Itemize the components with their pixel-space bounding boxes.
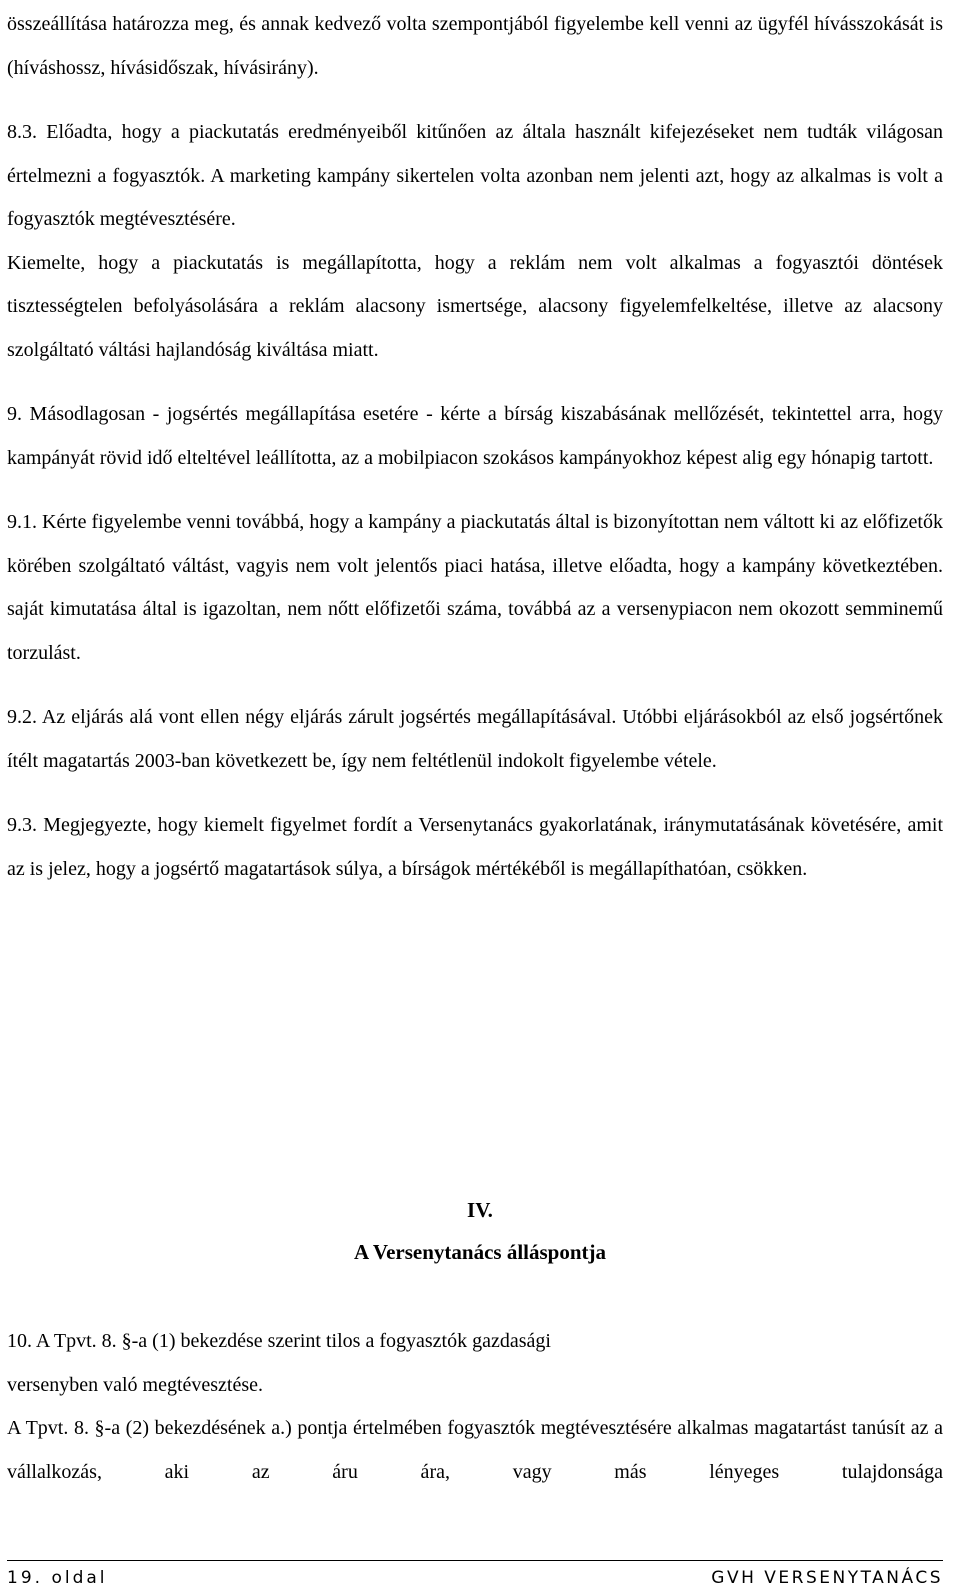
section-10 bbox=[7, 1320, 943, 1494]
paragraph-9-3: 9.3. Megjegyezte, hogy kiemelt figyelmet fordít a Versenytanács gyakorlatának, iránymutatásának követésére, amit az is jelez, hogy a jogsértő magatartások súlya, a bírságok mértékéből is megállapíthatóan, csökken. bbox=[7, 814, 943, 880]
paragraph-9-1: 9.1. Kérte figyelembe venni továbbá, hogy a kampány a piackutatás által is bizonyítottan nem váltott ki az előfizetők körében szolgáltató váltást, vagyis nem volt jelentős piaci hatása, illetve előadta, hogy a kampány következtében. saját kimutatása által is igazoltan, nem nőtt előfizetői száma, továbbá az a versenypiacon nem okozott semminemű torzulást. bbox=[7, 511, 943, 664]
section-title: A Versenytanács álláspontja bbox=[353, 1240, 607, 1264]
paragraph-10-line2: versenyben való megtévesztése. bbox=[7, 1373, 264, 1396]
paragraph-10-line1: 10. A Tpvt. 8. §-a (1) bekezdése szerint tilos a fogyasztók gazdasági bbox=[7, 1330, 551, 1352]
page-footer bbox=[7, 1560, 943, 1591]
footer-organization: GVH VERSENYTANÁCS bbox=[711, 1568, 943, 1588]
section-number: IV. bbox=[467, 1198, 493, 1222]
document-body bbox=[7, 0, 943, 891]
paragraph-8-3: 8.3. Előadta, hogy a piackutatás eredményeiből kitűnően az általa használt kifejezéseket nem tudták világosan értelmezni a fogyasztók. A marketing kampány sikertelen volta azonban nem jelenti azt, hogy az alkalmas is volt a fogyasztók megtévesztésére. bbox=[7, 121, 943, 230]
paragraph-8-3-cont: Kiemelte, hogy a piackutatás is megállapította, hogy a reklám nem volt alkalmas a fogyasztói döntések tisztességtelen befolyásolására a reklám alacsony ismertsége, alacsony figyelemfelkeltése, illetve az alacsony szolgáltató váltási hajlandóság kiváltása miatt. bbox=[7, 251, 943, 361]
paragraph-10-cont: A Tpvt. 8. §-a (2) bekezdésének a.) pontja értelmében fogyasztók megtévesztésére alkalmas magatartást tanúsít az a vállalkozás, aki az áru ára, vagy más lényeges tulajdonsága bbox=[7, 1417, 943, 1483]
paragraph-intro: összeállítása határozza meg, és annak kedvező volta szempontjából figyelembe kell venni az ügyfél hívásszokását is (híváshossz, hívásidőszak, hívásirány). bbox=[7, 13, 943, 79]
page-number: 19. oldal bbox=[7, 1568, 108, 1588]
paragraph-9: 9. Másodlagosan - jogsértés megállapítása esetére - kérte a bírság kiszabásának mellőzését, tekintettel arra, hogy kampányát rövid idő elteltével leállította, az a mobilpiacon szokásos kampányokhoz képest alig egy hónapig tartott. bbox=[7, 403, 943, 469]
paragraph-9-2: 9.2. Az eljárás alá vont ellen négy eljárás zárult jogsértés megállapításával. Utóbbi eljárásokból az első jogsértőnek ítélt magatartás 2003-ban következett be, így nem feltétlenül indokolt figyelembe vétele. bbox=[7, 706, 943, 772]
